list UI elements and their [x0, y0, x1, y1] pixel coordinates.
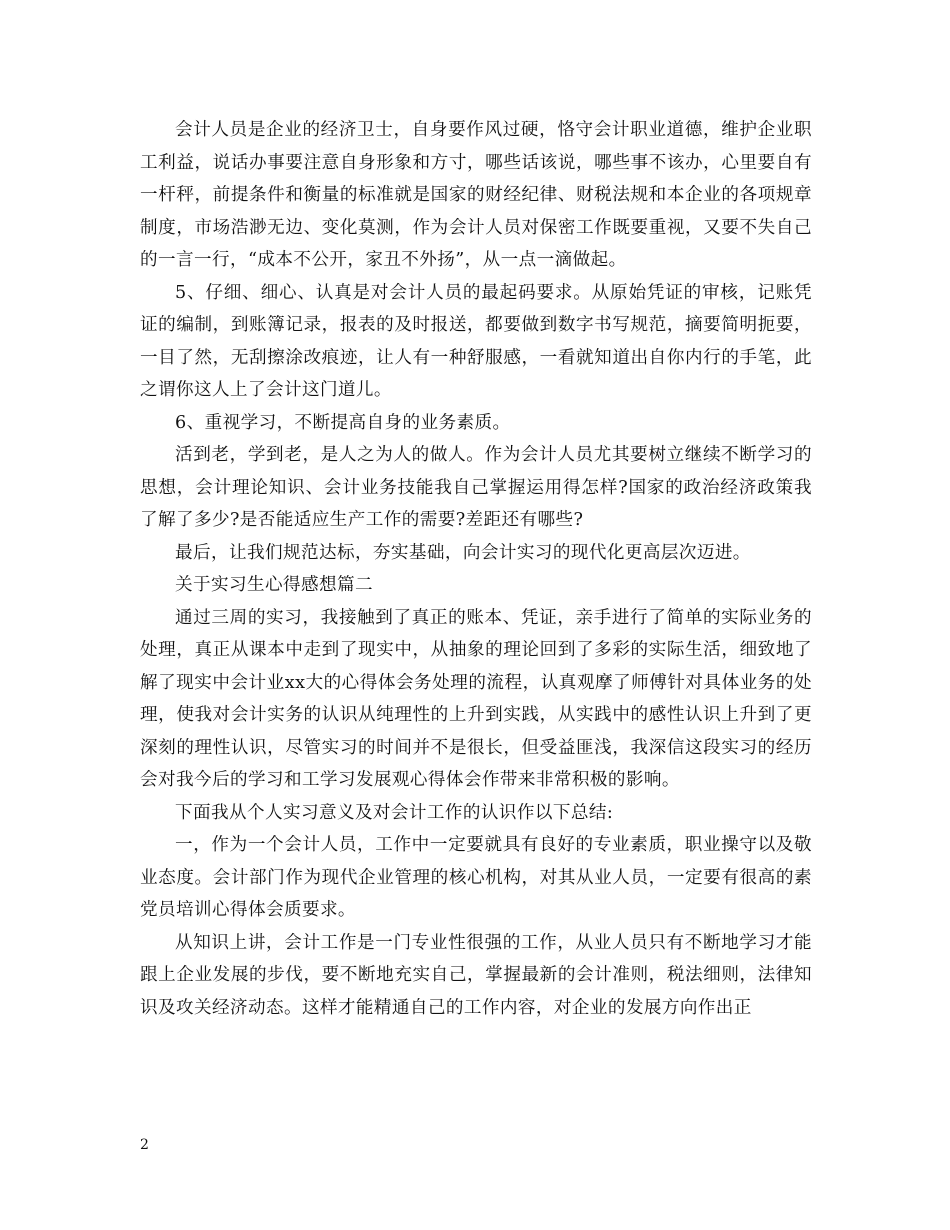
paragraph: 6、重视学习，不断提高自身的业务素质。 — [175, 412, 511, 433]
paragraph: 从知识上讲，会计工作是一门专业性很强的工作，从业人员只有不断地学习才能跟上企业发展的步伐，要不断地充实自己，掌握最新的会计准则，税法细则，法律知识及攻关经济动态。这样才能精通自己的工作内容，对企业的发展方向作出正 — [140, 932, 812, 1018]
paragraph: 下面我从个人实习意义及对会计工作的认识作以下总结: — [175, 802, 614, 823]
paragraph: 通过三周的实习，我接触到了真正的账本、凭证，亲手进行了简单的实际业务的处理，真正从课本中走到了现实中，从抽象的理论回到了多彩的实际生活，细致地了解了现实中会计业xx大的心得体会务处理的流程，认真观摩了师傅针对具体业务的处理，使我对会计实务的认识从纯理性的上升到实践，从实践中的感性认识上升到了更深刻的理性认识，尽管实习的时间并不是很长，但受益匪浅，我深信这段实习的经历会对我今后的学习和工学习发展观心得体会作带来非常积极的影响。 — [140, 607, 812, 790]
paragraph: 会计人员是企业的经济卫士，自身要作风过硬，恪守会计职业道德，维护企业职工利益，说话办事要注意自身形象和方寸，哪些话该说，哪些事不该办，心里要自有一杆秤，前提条件和衡量的标准就是国家的财经纪律、财税法规和本企业的各项规章制度，市场浩渺无边、变化莫测，作为会计人员对保密工作既要重视，又要不失自己的一言一行，“成本不公开，家丑不外扬”，从一点一滴做起。 — [140, 120, 812, 270]
paragraph: 5、仔细、细心、认真是对会计人员的最起码要求。从原始凭证的审核，记账凭证的编制，到账簿记录，报表的及时报送，都要做到数字书写规范，摘要简明扼要，一目了然，无刮擦涂改痕迹，让人有一种舒服感，一看就知道出自你内行的手笔，此之谓你这人上了会计这门道儿。 — [140, 282, 812, 400]
paragraph: 一，作为一个会计人员，工作中一定要就具有良好的专业素质，职业操守以及敬业态度。会计部门作为现代企业管理的核心机构，对其从业人员，一定要有很高的素党员培训心得体会质要求。 — [140, 835, 812, 920]
document-body — [140, 114, 812, 1024]
paragraph: 活到老，学到老，是人之为人的做人。作为会计人员尤其要树立继续不断学习的思想，会计理论知识、会计业务技能我自己掌握运用得怎样?国家的政治经济政策我了解了多少?是否能适应生产工作的需要?差距还有哪些? — [140, 445, 812, 530]
page-number: 2 — [140, 1137, 149, 1153]
paragraph: 最后，让我们规范达标，夯实基础，向会计实习的现代化更高层次迈进。 — [175, 542, 751, 563]
section-heading: 关于实习生心得感想篇二 — [175, 575, 373, 595]
